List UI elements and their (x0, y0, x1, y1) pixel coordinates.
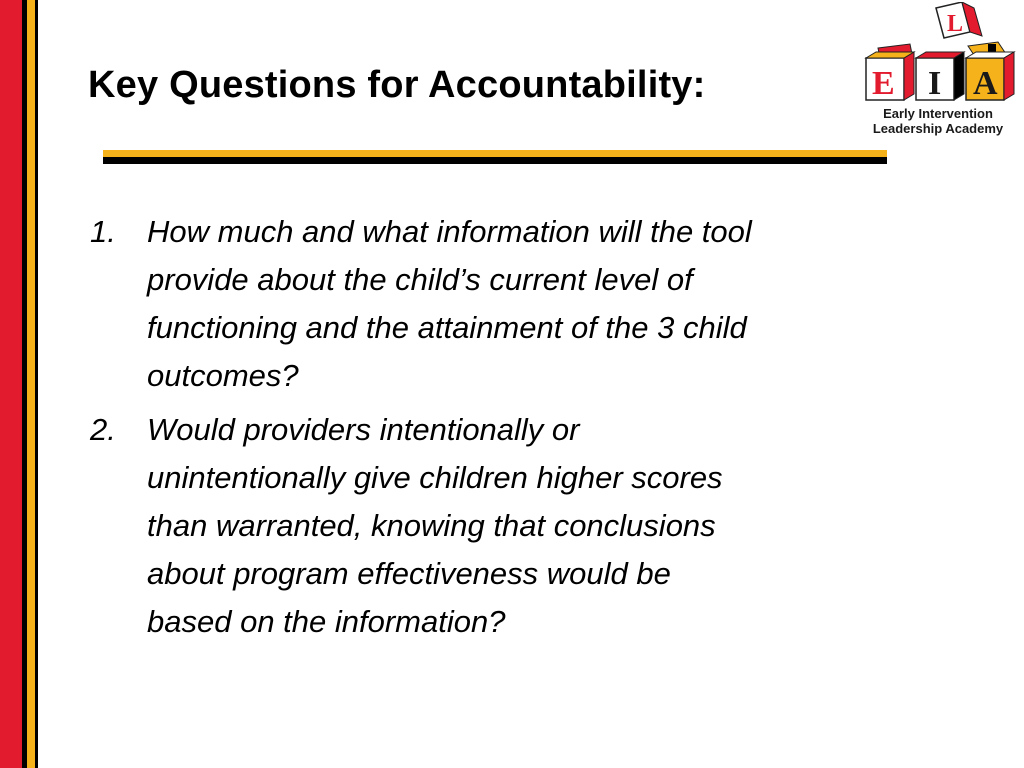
question-line: How much and what information will the tool (147, 214, 752, 249)
question-line: based on the information? (147, 604, 506, 639)
question-list (90, 208, 970, 652)
logo-caption-line-1: Early Intervention (883, 106, 993, 121)
left-black-stripe-thin (35, 0, 38, 768)
slide-title: Key Questions for Accountability: (88, 64, 706, 106)
logo-block-l (936, 2, 982, 38)
logo-letter-l: L (947, 11, 964, 37)
question-line: about program effectiveness would be (147, 556, 671, 591)
logo-caption (852, 106, 1024, 136)
logo-caption-line-2: Leadership Academy (872, 121, 1004, 136)
question-line: functioning and the attainment of the 3 child (147, 310, 747, 345)
question-line: unintentionally give children higher scores (147, 460, 723, 495)
question-item-2 (90, 406, 970, 646)
logo-block-e (866, 52, 914, 102)
question-number: 2. (90, 412, 116, 447)
question-line: than warranted, knowing that conclusions (147, 508, 716, 543)
question-number: 1. (90, 214, 116, 249)
left-gold-stripe (27, 0, 35, 768)
logo-block-a (966, 52, 1014, 102)
question-line: provide about the child’s current level of (147, 262, 693, 297)
logo-block-i (916, 52, 964, 102)
logo-letter-e: E (872, 65, 895, 102)
title-divider-black (103, 157, 887, 164)
question-line: outcomes? (147, 358, 299, 393)
logo-letter-a: A (973, 65, 998, 102)
question-line: Would providers intentionally or (147, 412, 580, 447)
title-divider-gold (103, 150, 887, 157)
question-item-1 (90, 208, 970, 400)
logo-letter-i: I (928, 65, 942, 102)
left-red-stripe (0, 0, 22, 768)
